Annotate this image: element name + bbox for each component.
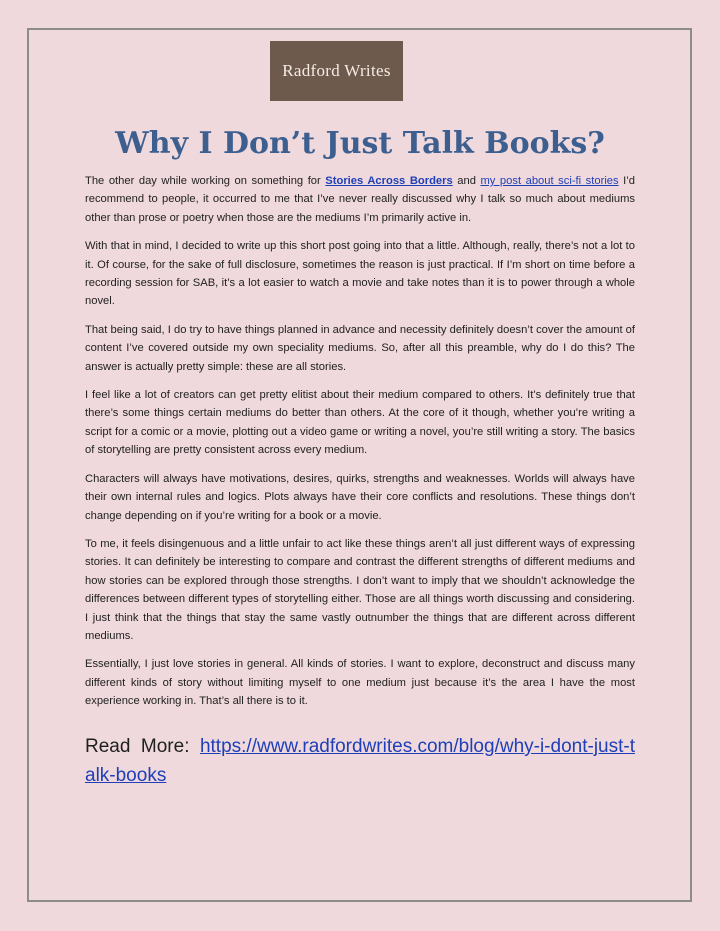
sci-fi-stories-post-link[interactable]: my post about sci-fi stories [480, 175, 619, 187]
page-title: Why I Don’t Just Talk Books? [115, 126, 605, 161]
paragraph-1-conjunction: and [452, 175, 481, 187]
paragraph-1 [85, 172, 635, 227]
paragraph-4: I feel like a lot of creators can get pretty elitist about their medium compared to others. It’s definitely true that there’s some things certain mediums do better than others. At the core of it though, whether you’re writing a script for a comic or a movie, plotting out a video game or writing a novel, you’re still writing a story. The basics of storytelling are pretty consistent across every medium. [85, 389, 635, 457]
paragraph-1-rest: I’d recommend to people, it occurred to me that I’ve never really discussed why I talk so much about mediums other than prose or poetry when those are the mediums I’m primarily active in. [85, 175, 635, 224]
paragraph-6: To me, it feels disingenuous and a little unfair to act like these things aren’t all just different ways of expressing stories. It can definitely be interesting to compare and contrast the different strengths of different mediums and how stories can be explored through those strengths. I don’t want to imply that we shouldn’t acknowledge the differences between different types of storytelling either. Those are all things worth discussing and considering. I just think that the things that stay the same vastly outnumber the things that are different across different mediums. [85, 537, 635, 642]
logo-text: Radford Writes [282, 61, 391, 80]
paragraph-3: That being said, I do try to have things planned in advance and necessity definitely doesn’t cover the amount of content I’ve covered outside my own speciality mediums. So, after all this preamble, why do I do this? The answer is actually pretty simple: these are all stories. [85, 323, 635, 373]
article-body [85, 172, 635, 721]
read-more-section [85, 732, 635, 790]
paragraph-7: Essentially, I just love stories in general. All kinds of stories. I want to explore, deconstruct and discuss many different kinds of story without limiting myself to one medium just because it’s the area I have the most experience working in. That’s all there is to it. [85, 658, 635, 708]
read-more-label: Read More: [85, 736, 200, 757]
paragraph-2: With that in mind, I decided to write up this short post going into that a little. Although, really, there’s not a lot to it. Of course, for the sake of full disclosure, sometimes the reason is just practical. If I’m short on time before a recording session for SAB, it’s a lot easier to watch a movie and take notes than it is to power through a whole novel. [85, 240, 635, 308]
paragraph-1-intro: The other day while working on something for [85, 175, 326, 187]
paragraph-5: Characters will always have motivations, desires, quirks, strengths and weaknesses. Worlds will always have their own internal rules and logics. Plots always have their core conflicts and resolutions. These things don’t change depending on if you’re writing for a book or a movie. [85, 472, 635, 522]
radford-writes-logo [270, 41, 403, 101]
stories-across-borders-link[interactable]: Stories Across Borders [325, 175, 453, 187]
read-more-link[interactable]: https://www.radfordwrites.com/blog/why-i-dont-just-talk-books [85, 736, 635, 786]
